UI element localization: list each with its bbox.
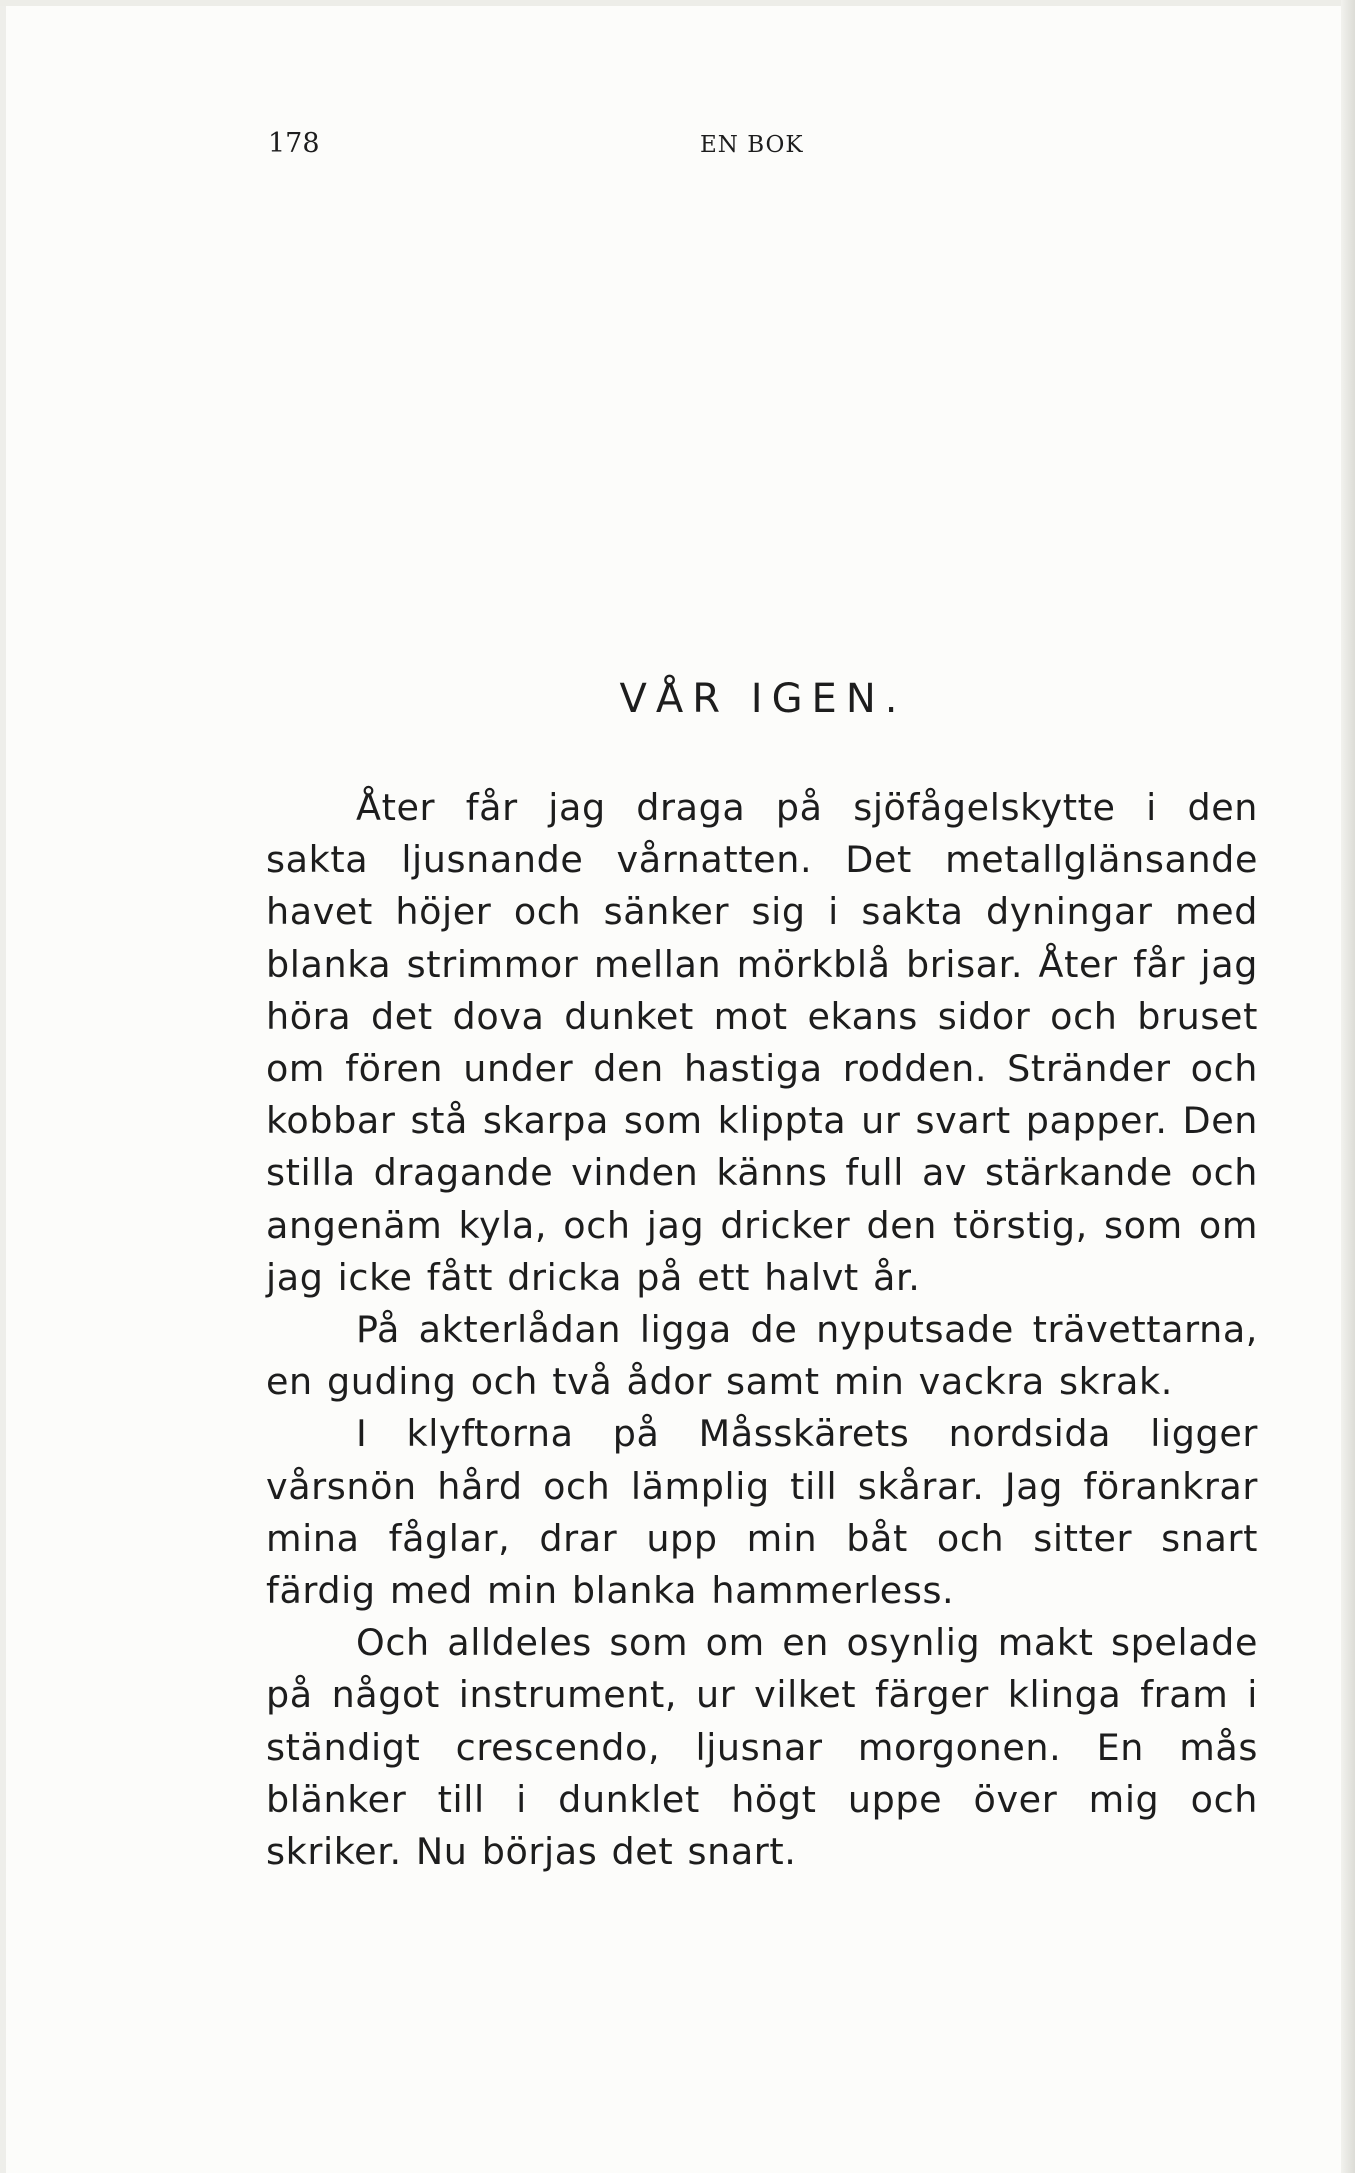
page-edge-top bbox=[0, 0, 1355, 6]
body-text bbox=[266, 782, 1258, 1878]
page-edge-right bbox=[1341, 0, 1355, 2173]
running-head bbox=[268, 128, 1148, 168]
paragraph: I klyftorna på Måsskärets nordsida ligger vårsnön hård och lämplig till skårar. Jag förankrar mina fåglar, drar upp min båt och sitter snart färdig med min blanka hammerless. bbox=[266, 1412, 1258, 1613]
paragraph: På akterlådan ligga de nyputsade trävettarna, en guding och två ådor samt min vackra skrak. bbox=[266, 1308, 1258, 1404]
page-number: 178 bbox=[268, 128, 320, 159]
chapter-title: VÅR IGEN. bbox=[619, 676, 907, 722]
paragraph: Och alldeles som om en osynlig makt spelade på något instrument, ur vilket färger klinga fram i ständigt crescendo, ljusnar morgonen. En mås blänker till i dunklet högt uppe över mig och skriker. Nu börjas det snart. bbox=[266, 1621, 1258, 1874]
running-head-title: EN BOK bbox=[700, 132, 804, 158]
page-edge-left bbox=[0, 0, 6, 2173]
paragraph: Åter får jag draga på sjöfågelskytte i den sakta ljusnande vårnatten. Det metallglänsande havet höjer och sänker sig i sakta dyningar med blanka strimmor mellan mörkblå brisar. Åter får jag höra det dova dunket mot ekans sidor och bruset om fören under den hastiga rodden. Stränder och kobbar stå skarpa som klippta ur svart papper. Den stilla dragande vinden känns full av stärkande och angenäm kyla, och jag dricker den törstig, som om jag icke fått dricka på ett halvt år. bbox=[266, 786, 1258, 1299]
